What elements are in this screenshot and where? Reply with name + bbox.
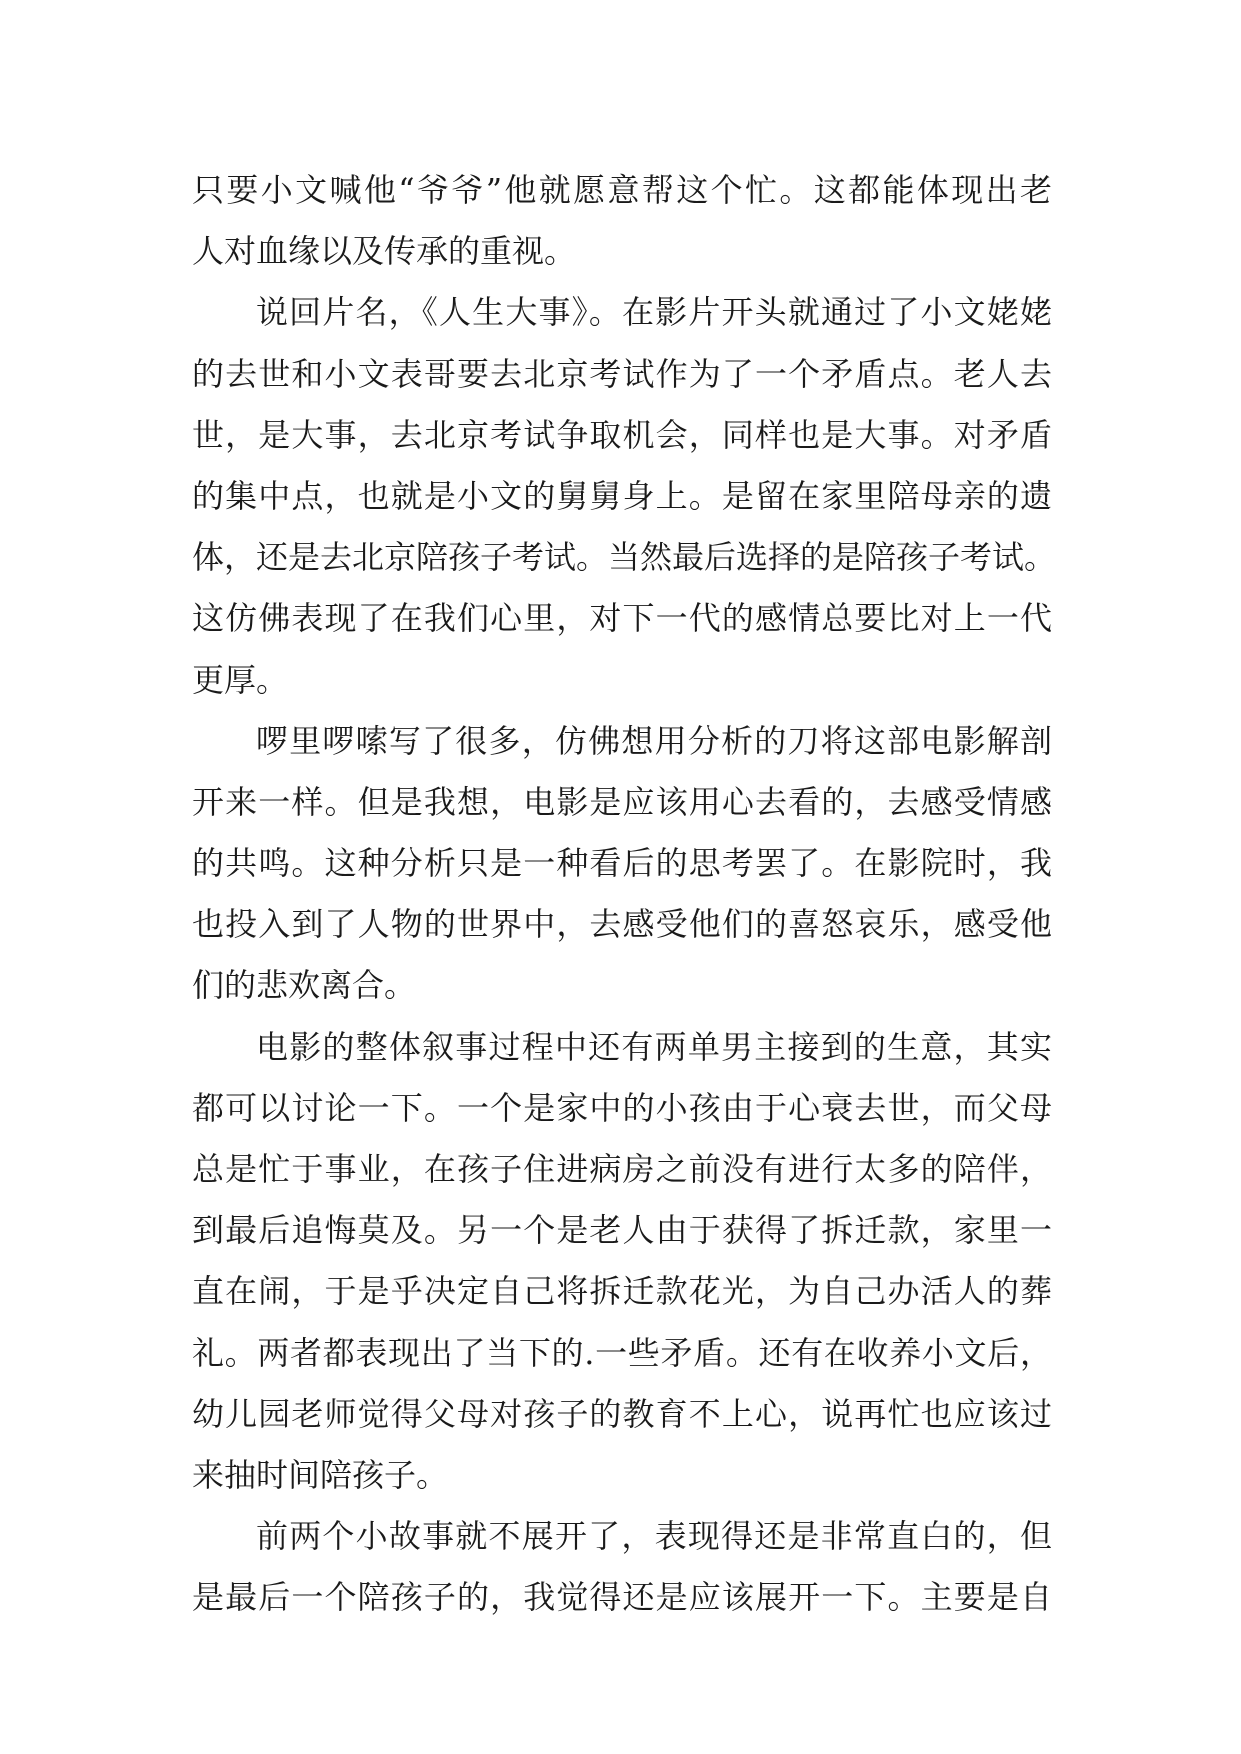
paragraph-start-line: 前两个小故事就不展开了，表现得还是非常直白的，但 — [256, 1517, 1052, 1556]
text-line: 的共鸣。这种分析只是一种看后的思考罢了。在影院时，我 — [192, 844, 1052, 883]
text-line: 来抽时间陪孩子。 — [192, 1455, 449, 1494]
text-line: 总是忙于事业，在孩子住进病房之前没有进行太多的陪伴， — [192, 1150, 1052, 1188]
text-line: 体，还是去北京陪孩子考试。当然最后选择的是陪孩子考试。 — [192, 538, 1057, 577]
text-line: 的去世和小文表哥要去北京考试作为了一个矛盾点。老人去 — [192, 354, 1052, 393]
text-line: 世，是大事，去北京考试争取机会，同样也是大事。对矛盾 — [192, 415, 1052, 454]
body-text — [192, 160, 1057, 1629]
text-line: 这仿佛表现了在我们心里，对下一代的感情总要比对上一代 — [192, 599, 1052, 638]
text-line: 都可以讨论一下。一个是家中的小孩由于心衰去世，而父母 — [192, 1088, 1052, 1127]
text-line: 开来一样。但是我想，电影是应该用心去看的，去感受情感 — [192, 782, 1052, 821]
text-line: 只要小文喊他“爷爷”他就愿意帮这个忙。这都能体现出老 — [192, 171, 1052, 209]
text-line: 更厚。 — [192, 660, 289, 699]
text-line: 人对血缘以及传承的重视。 — [192, 232, 577, 271]
text-line: 是最后一个陪孩子的，我觉得还是应该展开一下。主要是自 — [192, 1578, 1052, 1617]
text-line: 们的悲欢离合。 — [192, 966, 417, 1005]
text-line: 直在闹，于是乎决定自己将拆迁款花光，为自己办活人的葬 — [192, 1272, 1052, 1311]
text-line: 幼儿园老师觉得父母对孩子的教育不上心，说再忙也应该过 — [192, 1394, 1052, 1433]
paragraph-start-line: 啰里啰嗦写了很多，仿佛想用分析的刀将这部电影解剖 — [256, 721, 1052, 760]
text-line: 礼。两者都表现出了当下的.一些矛盾。还有在收养小文后， — [192, 1333, 1052, 1372]
paragraph-start-line: 电影的整体叙事过程中还有两单男主接到的生意，其实 — [256, 1027, 1052, 1066]
text-line: 的集中点，也就是小文的舅舅身上。是留在家里陪母亲的遗 — [192, 476, 1052, 515]
text-line: 到最后追悔莫及。另一个是老人由于获得了拆迁款，家里一 — [192, 1211, 1052, 1250]
paragraph-start-line: 说回片名，《人生大事》。在影片开头就通过了小文姥姥 — [256, 293, 1052, 332]
text-line: 也投入到了人物的世界中，去感受他们的喜怒哀乐，感受他 — [192, 905, 1052, 944]
